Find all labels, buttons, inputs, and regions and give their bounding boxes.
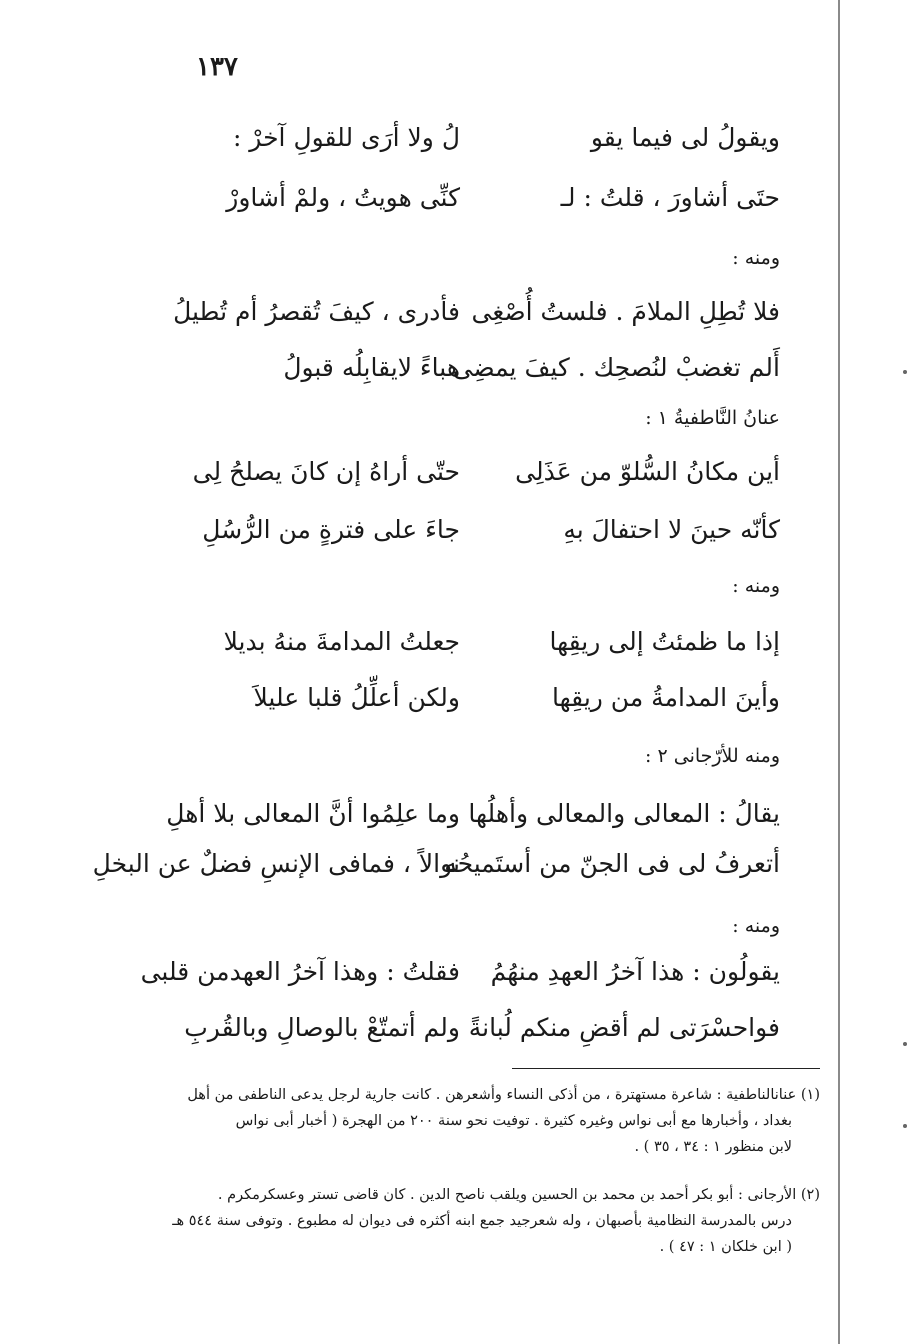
verse-row [140,944,780,1000]
section-intro: ومنه للأرّجانى ٢ : [645,745,780,767]
verse-second-hemistich: هباءً لايقابِلُه قبولُ [283,353,460,382]
verse-second-hemistich: لُ ولا أرَى للقولِ آخرْ : [232,123,460,152]
verse-row [140,340,780,396]
footnote [108,1082,820,1160]
verse-first-hemistich: يقالُ : المعالى والمعالى وأهلُها [468,799,780,828]
footnote-line: ( ابن خلكان ١ : ٤٧ ) . [659,1239,792,1255]
verse-second-hemistich: ولكن أعلِّلُ قلبا عليلاَ [253,683,460,712]
verse-first-hemistich: أَلم تغضبْ لنُصحِك . كيفَ يمضِى [452,353,780,382]
section-intro: ومنه : [732,915,780,937]
verse-first-hemistich: أتعرفُ لى فى الجنّ من أستَميحُه [444,849,780,878]
verse-first-hemistich: أين مكانُ السُّلوّ من عَذَلِى [515,457,780,486]
verse-row [140,1000,780,1056]
section-intro: ومنه : [732,575,780,597]
page-number: ١٣٧ [196,52,238,82]
verse-row [140,110,780,166]
page-gutter-line [838,0,840,1344]
footnote-line: درس بالمدرسة النظامية بأصبهان ، وله شعرجيد جمع ابنه أكثره فى ديوان له مطبوع . وتوفى سنة ٥٤٤ هـ [172,1213,792,1229]
verse-first-hemistich: فلا تُطِلِ الملامَ . فلستُ أُصْغِى [471,297,780,326]
footnote-separator [512,1068,820,1069]
verse-row [140,786,780,842]
margin-dot [903,1042,907,1046]
margin-dot [903,370,907,374]
verse-row [140,502,780,558]
verse-second-hemistich: وما علِمُوا أنَّ المعالى بلا أهلِ [166,799,460,828]
footnote-marker: (١) [800,1087,820,1103]
footnote-line: لابن منظور ١ : ٣٤ ، ٣٥ ) . [634,1139,792,1155]
verse-row [140,444,780,500]
footnote-line [108,1182,820,1208]
footnote-marker: (٢) [800,1187,820,1203]
footnote-text: عنانالناطفية : شاعرة مستهترة ، من أذكى النساء وأشعرهن . كانت جارية لرجل يدعى الناطفى من أهل [187,1087,797,1103]
footnote-line [108,1082,820,1108]
verse-row [140,670,780,726]
verse-second-hemistich: كنِّى هويتُ ، ولمْ أشاورْ [226,183,460,212]
verse-second-hemistich: جاءَ على فترةٍ من الرُّسُلِ [202,515,460,544]
verse-row [140,284,780,340]
footnote-line: بغداد ، وأخبارها مع أبى نواس وغيره كثيرة . توفيت نحو سنة ٢٠٠ من الهجرة ( أخبار أبى نواس [235,1113,792,1129]
verse-row [140,614,780,670]
footnote-text: الأرجانى : أبو بكر أحمد بن محمد بن الحسين ويلقب ناصح الدين . كان قاضى تستر وعسكرمكرم . [217,1187,797,1203]
verse-second-hemistich: ولم أتمتّعْ بالوصالِ وبالقُربِ [184,1013,460,1042]
footnote [108,1182,820,1260]
verse-first-hemistich: كأنّه حينَ لا احتفالَ بهِ [563,515,780,544]
section-intro: ومنه : [732,247,780,269]
verse-first-hemistich: إذا ما ظمئتُ إلى ريقِها [549,627,780,656]
verse-row [92,836,780,892]
verse-second-hemistich: حتّى أراهُ إن كانَ يصلحُ لِى [192,457,460,486]
verse-first-hemistich: حتَى أشاورَ ، قلتُ : لـ [560,183,780,212]
verse-row [140,170,780,226]
margin-dot [903,1124,907,1128]
verse-second-hemistich: جعلتُ المدامةَ منهُ بديلا [223,627,460,656]
verse-first-hemistich: ويقولُ لى فيما يقو [590,123,780,152]
verse-second-hemistich: فأدرى ، كيفَ تُقصرُ أم تُطيلُ [173,297,460,326]
verse-second-hemistich: نوالاً ، فمافى الإنسِ فضلٌ عن البخلِ [92,849,460,878]
verse-first-hemistich: فواحسْرَتى لم أقضِ منكم لُبانةً [468,1013,780,1042]
section-intro: عنانُ النَّاطفيةُ ١ : [645,407,780,429]
verse-first-hemistich: يقولُون : هذا آخرُ العهدِ منهُمُ [490,957,780,986]
verse-second-hemistich: فقلتُ : وهذا آخرُ العهدمن قلبى [140,957,460,986]
verse-first-hemistich: وأينَ المدامةُ من ريقِها [552,683,780,712]
